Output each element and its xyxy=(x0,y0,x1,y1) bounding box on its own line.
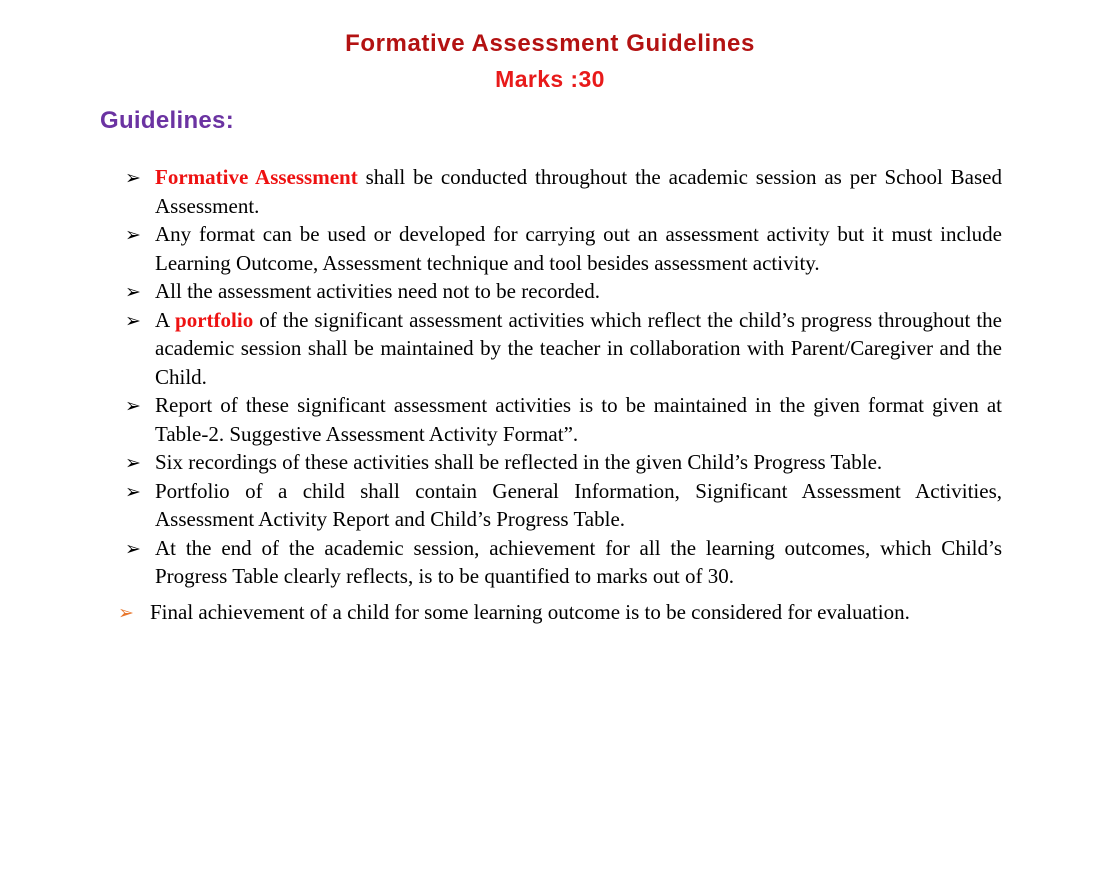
page-subtitle: Marks :30 xyxy=(495,66,605,92)
guidelines-list xyxy=(118,163,1003,626)
arrow-bullet-icon: ➢ xyxy=(125,537,141,560)
body-text: A xyxy=(155,307,176,332)
list-item xyxy=(125,306,1002,392)
arrow-bullet-icon: ➢ xyxy=(125,281,141,303)
arrow-bullet-icon: ➢ xyxy=(125,395,141,417)
body-text: Any format can be used or developed for carrying out an assessment activity but it must include Learning Outcome, Assessment technique and tool besides assessment activity. xyxy=(155,222,1002,275)
list-item xyxy=(125,277,1002,306)
list-item-text xyxy=(155,165,1002,218)
arrow-bullet-icon: ➢ xyxy=(125,452,141,474)
body-text: At the end of the academic session, achievement for all the learning outcomes, which Child’s Progress Table clearly reflects, is to be quantified to marks out of 30. xyxy=(155,535,1002,588)
highlight-text: portfolio xyxy=(175,307,254,332)
list-item-text xyxy=(150,600,910,624)
list-item xyxy=(125,534,1002,591)
list-item xyxy=(125,477,1002,534)
body-text: of the significant assessment activities which reflect the child’s progress throughout the academic session shall be maintained by the teacher in collaboration with Parent/Caregiver and the Child. xyxy=(155,307,1003,389)
arrow-bullet-orange-icon: ➢ xyxy=(118,601,134,624)
list-item-text xyxy=(155,222,1002,275)
body-text: Final achievement of a child for some learning outcome is to be considered for evaluation. xyxy=(150,599,910,624)
list-item-text xyxy=(155,536,1002,589)
list-item-text xyxy=(155,450,882,474)
arrow-bullet-icon: ➢ xyxy=(125,309,141,332)
body-text: Six recordings of these activities shall be reflected in the given Child’s Progress Table. xyxy=(155,450,883,474)
list-item xyxy=(125,391,1002,448)
highlight-text: Formative Assessment xyxy=(155,165,358,189)
list-item xyxy=(125,448,1002,477)
body-text: Report of these significant assessment activities is to be maintained in the given format given at Table-2. Suggestive Assessment Activity Format”. xyxy=(155,393,1002,446)
list-item xyxy=(118,598,1002,627)
arrow-bullet-icon: ➢ xyxy=(125,224,141,246)
list-item-text xyxy=(155,279,600,303)
list-item xyxy=(125,163,1002,220)
list-item-text xyxy=(155,393,1002,446)
body-text: All the assessment activities need not to be recorded. xyxy=(155,279,600,303)
list-item-text xyxy=(155,308,1002,389)
document-page xyxy=(0,30,1100,880)
body-text: shall be conducted throughout the academic session as per School Based Assessment. xyxy=(155,165,1002,218)
arrow-bullet-icon: ➢ xyxy=(125,167,141,189)
section-heading: Guidelines: xyxy=(100,107,234,134)
body-text: Portfolio of a child shall contain General Information, Significant Assessment Activities, Assessment Activity Report and Child’s Progress Table. xyxy=(155,478,1002,531)
list-item xyxy=(125,220,1002,277)
arrow-bullet-icon: ➢ xyxy=(125,480,141,503)
list-item-text xyxy=(155,479,1002,532)
page-title: Formative Assessment Guidelines xyxy=(345,30,755,57)
